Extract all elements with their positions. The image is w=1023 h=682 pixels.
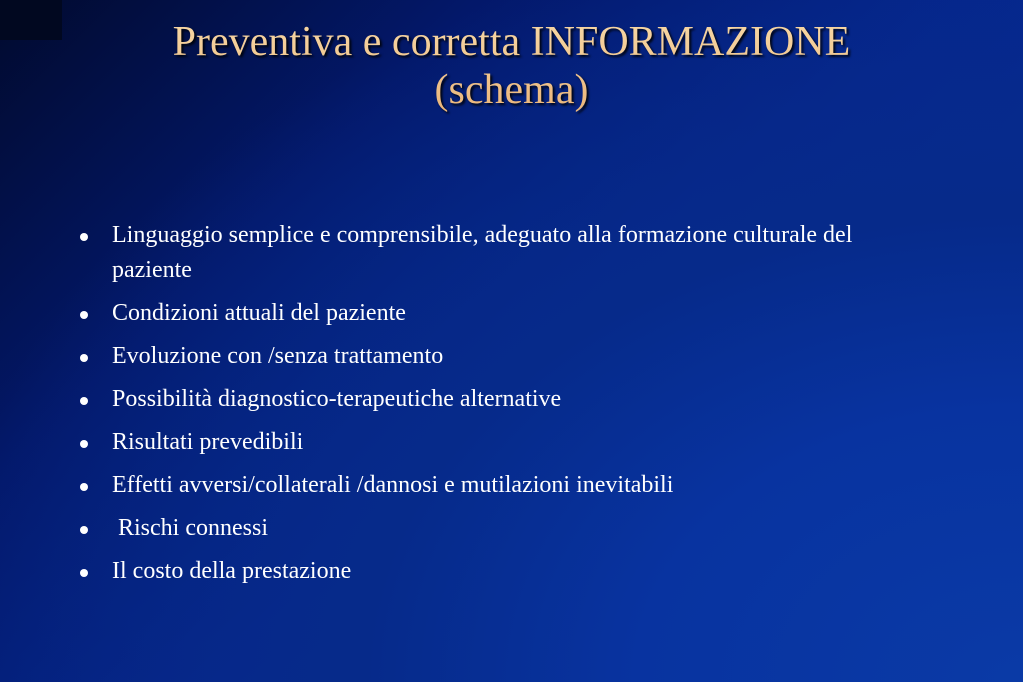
bullet-item xyxy=(78,554,908,589)
bullet-dot-icon xyxy=(80,397,88,405)
bullet-text: Possibilità diagnostico-terapeutiche alternative xyxy=(112,386,562,412)
bullet-list xyxy=(78,218,908,597)
bullet-dot-icon xyxy=(80,526,88,534)
slide-title-line-1: Preventiva e corretta INFORMAZIONE xyxy=(172,19,851,65)
bullet-dot-icon xyxy=(80,354,88,362)
bullet-text: Risultati prevedibili xyxy=(112,429,304,455)
bullet-item xyxy=(78,425,908,460)
bullet-item xyxy=(78,511,908,546)
bullet-dot-icon xyxy=(80,483,88,491)
bullet-item xyxy=(78,382,908,417)
bullet-dot-icon xyxy=(80,311,88,319)
slide-title-line-2: (schema) xyxy=(434,67,589,113)
slide-title xyxy=(0,18,1023,114)
bullet-text: Il costo della prestazione xyxy=(112,558,352,584)
bullet-text: Condizioni attuali del paziente xyxy=(112,300,406,326)
bullet-dot-icon xyxy=(80,233,88,241)
bullet-item xyxy=(78,468,908,503)
bullet-dot-icon xyxy=(80,569,88,577)
bullet-dot-icon xyxy=(80,440,88,448)
bullet-text: Effetti avversi/collaterali /dannosi e mutilazioni inevitabili xyxy=(112,472,674,498)
bullet-item xyxy=(78,339,908,374)
bullet-text: Linguaggio semplice e comprensibile, adeguato alla formazione culturale del paziente xyxy=(112,222,859,283)
bullet-text: Rischi connessi xyxy=(112,515,268,541)
bullet-item xyxy=(78,218,908,288)
bullet-text: Evoluzione con /senza trattamento xyxy=(112,343,444,369)
bullet-item xyxy=(78,296,908,331)
